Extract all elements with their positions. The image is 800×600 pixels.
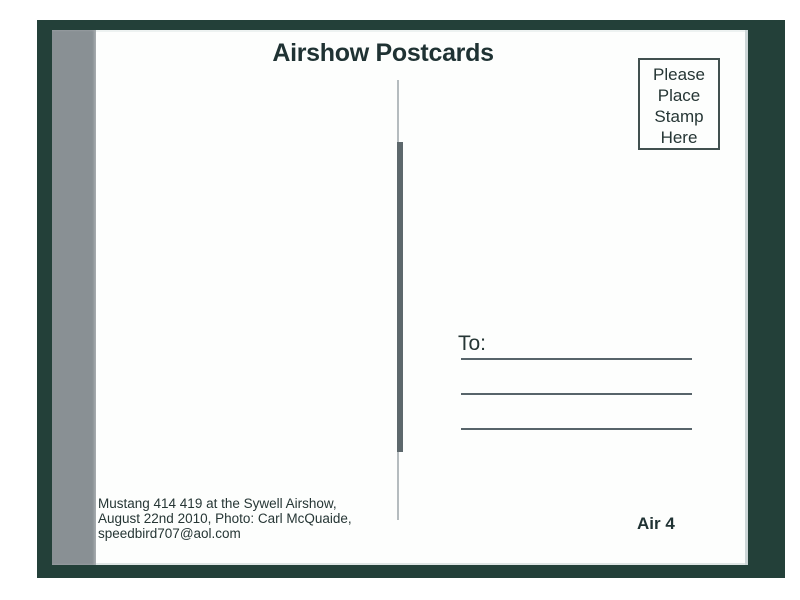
caption-line: speedbird707@aol.com xyxy=(98,526,241,541)
binding-strip xyxy=(52,30,96,565)
stamp-box-line: Place xyxy=(657,86,701,105)
stamp-box-line: Please xyxy=(653,65,705,84)
caption-line: Mustang 414 419 at the Sywell Airshow, xyxy=(98,496,337,511)
photo-caption xyxy=(98,496,352,541)
postcard-frame xyxy=(37,20,785,578)
center-divider-shadow-bar xyxy=(397,142,403,452)
caption-line: August 22nd 2010, Photo: Carl McQuaide, xyxy=(98,511,352,526)
postcard-back xyxy=(52,30,748,565)
stamp-box-line: Here xyxy=(660,128,698,147)
to-label: To: xyxy=(458,332,487,355)
address-line xyxy=(461,428,692,430)
card-series-number: Air 4 xyxy=(637,514,675,533)
address-line xyxy=(461,393,692,395)
stamp-placement-box xyxy=(638,58,720,150)
postcard-title: Airshow Postcards xyxy=(272,39,494,67)
stamp-box-line: Stamp xyxy=(654,107,704,126)
address-line xyxy=(461,358,692,360)
